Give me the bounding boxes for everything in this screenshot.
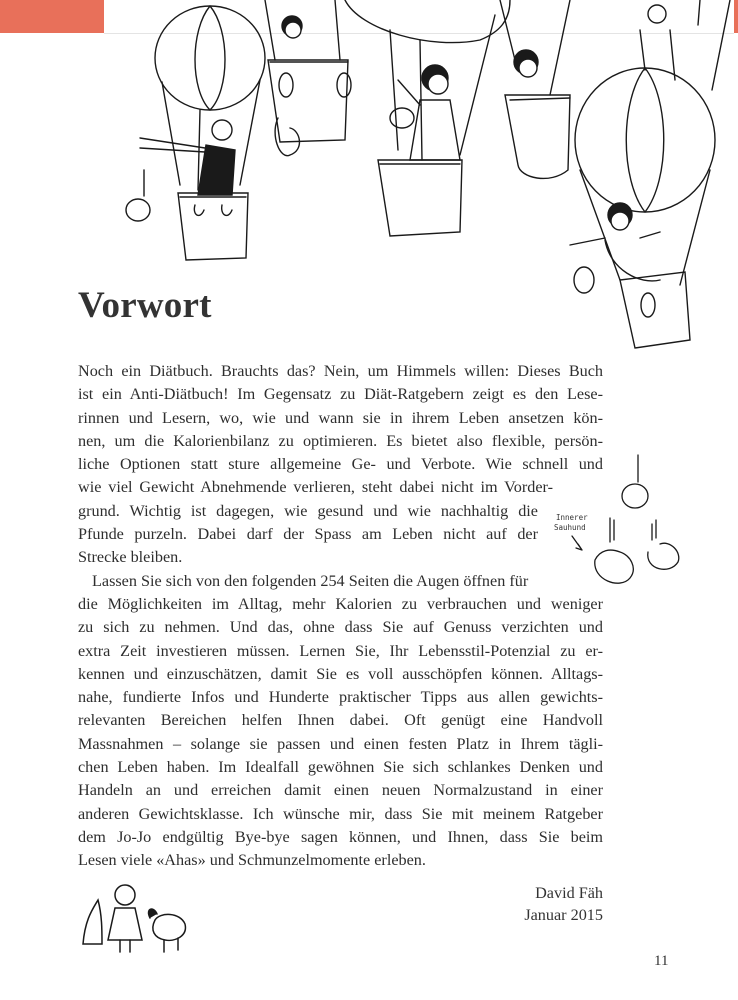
body-line: relevanten Bereichen helfen Ihnen dabei. Oft genügt eine Handvoll bbox=[78, 711, 603, 730]
page-title: Vorwort bbox=[78, 285, 212, 326]
body-line: Handeln an und erreichen damit einen neuen Normalzustand in einer bbox=[78, 781, 603, 800]
body-line: dem Jo-Jo endgültig Bye-bye sagen können, und Ihnen, dass Sie beim bbox=[78, 827, 603, 846]
body-line: Strecke bleiben. bbox=[78, 548, 183, 567]
body-line: ist ein Anti-Diätbuch! Im Gegensatz zu Diät-Ratgebern zeigt es den Lese- bbox=[78, 385, 603, 404]
balloon-man bbox=[265, 0, 351, 156]
body-line: kennen und einzuschätzen, damit Sie es voll ausschöpfen können. Alltags- bbox=[78, 664, 603, 683]
signature-date: Januar 2015 bbox=[524, 906, 603, 924]
body-line: nen, um die Kalorienbilanz zu optimieren. Es bietet also flexible, persön- bbox=[78, 431, 603, 450]
body-line: Lassen Sie sich von den folgenden 254 Seiten die Augen öffnen für bbox=[92, 571, 529, 590]
body-line: extra Zeit investieren müssen. Lernen Sie, Ihr Lebensstil-Potenzial zu er- bbox=[78, 641, 603, 660]
balloon-center bbox=[345, 0, 510, 236]
balloon-left bbox=[126, 6, 265, 260]
body-line: chen Leben haben. Im Idealfall gewöhnen Sie sich schlankes Denken und bbox=[78, 758, 603, 777]
woman-sheep-illustration bbox=[80, 880, 200, 960]
body-line: grund. Wichtig ist dagegen, wie gesund und wie nachhaltig die bbox=[78, 501, 538, 520]
article-body bbox=[78, 360, 603, 873]
accent-tab bbox=[0, 0, 104, 33]
body-line: liche Optionen statt sture allgemeine Ge- und Verbote. Wie schnell und bbox=[78, 455, 603, 474]
page-number: 11 bbox=[654, 953, 669, 969]
body-line: anderen Gewichtsklasse. Ich wünsche mir, dass Sie mit meinem Ratgeber bbox=[78, 804, 603, 823]
body-line: Pfunde purzeln. Dabei darf der Spass am Leben nicht auf der bbox=[78, 525, 538, 544]
signature bbox=[524, 882, 603, 926]
side-note-line2: Sauhund bbox=[554, 523, 586, 532]
body-line: wie viel Gewicht Abnehmende verlieren, steht dabei nicht im Vorder- bbox=[78, 478, 553, 497]
balloon-right bbox=[570, 0, 730, 348]
author-name: David Fäh bbox=[535, 884, 603, 902]
body-line: nahe, fundierte Infos und Hunderte praktischer Tipps aus allen gewichts- bbox=[78, 688, 603, 707]
body-line: Massnahmen – solange sie passen und einen festen Platz in Ihrem tägli- bbox=[78, 734, 603, 753]
body-line: Noch ein Diätbuch. Brauchts das? Nein, um Himmels willen: Dieses Buch bbox=[78, 362, 603, 380]
body-line: rinnen und Lesern, wo, wie und wann sie in ihrem Leben ansetzen kön- bbox=[78, 408, 603, 427]
side-note-line1: Innerer bbox=[556, 513, 588, 522]
balloon-man-right bbox=[500, 0, 570, 178]
body-line: zu sich zu nehmen. Und das, ohne dass Sie auf Genuss verzichten und bbox=[78, 618, 603, 637]
body-line: die Möglichkeiten im Alltag, mehr Kalorien zu verbrauchen und weniger bbox=[78, 594, 603, 613]
body-line: Lesen viele «Ahas» und Schmunzelmomente erleben. bbox=[78, 851, 426, 870]
